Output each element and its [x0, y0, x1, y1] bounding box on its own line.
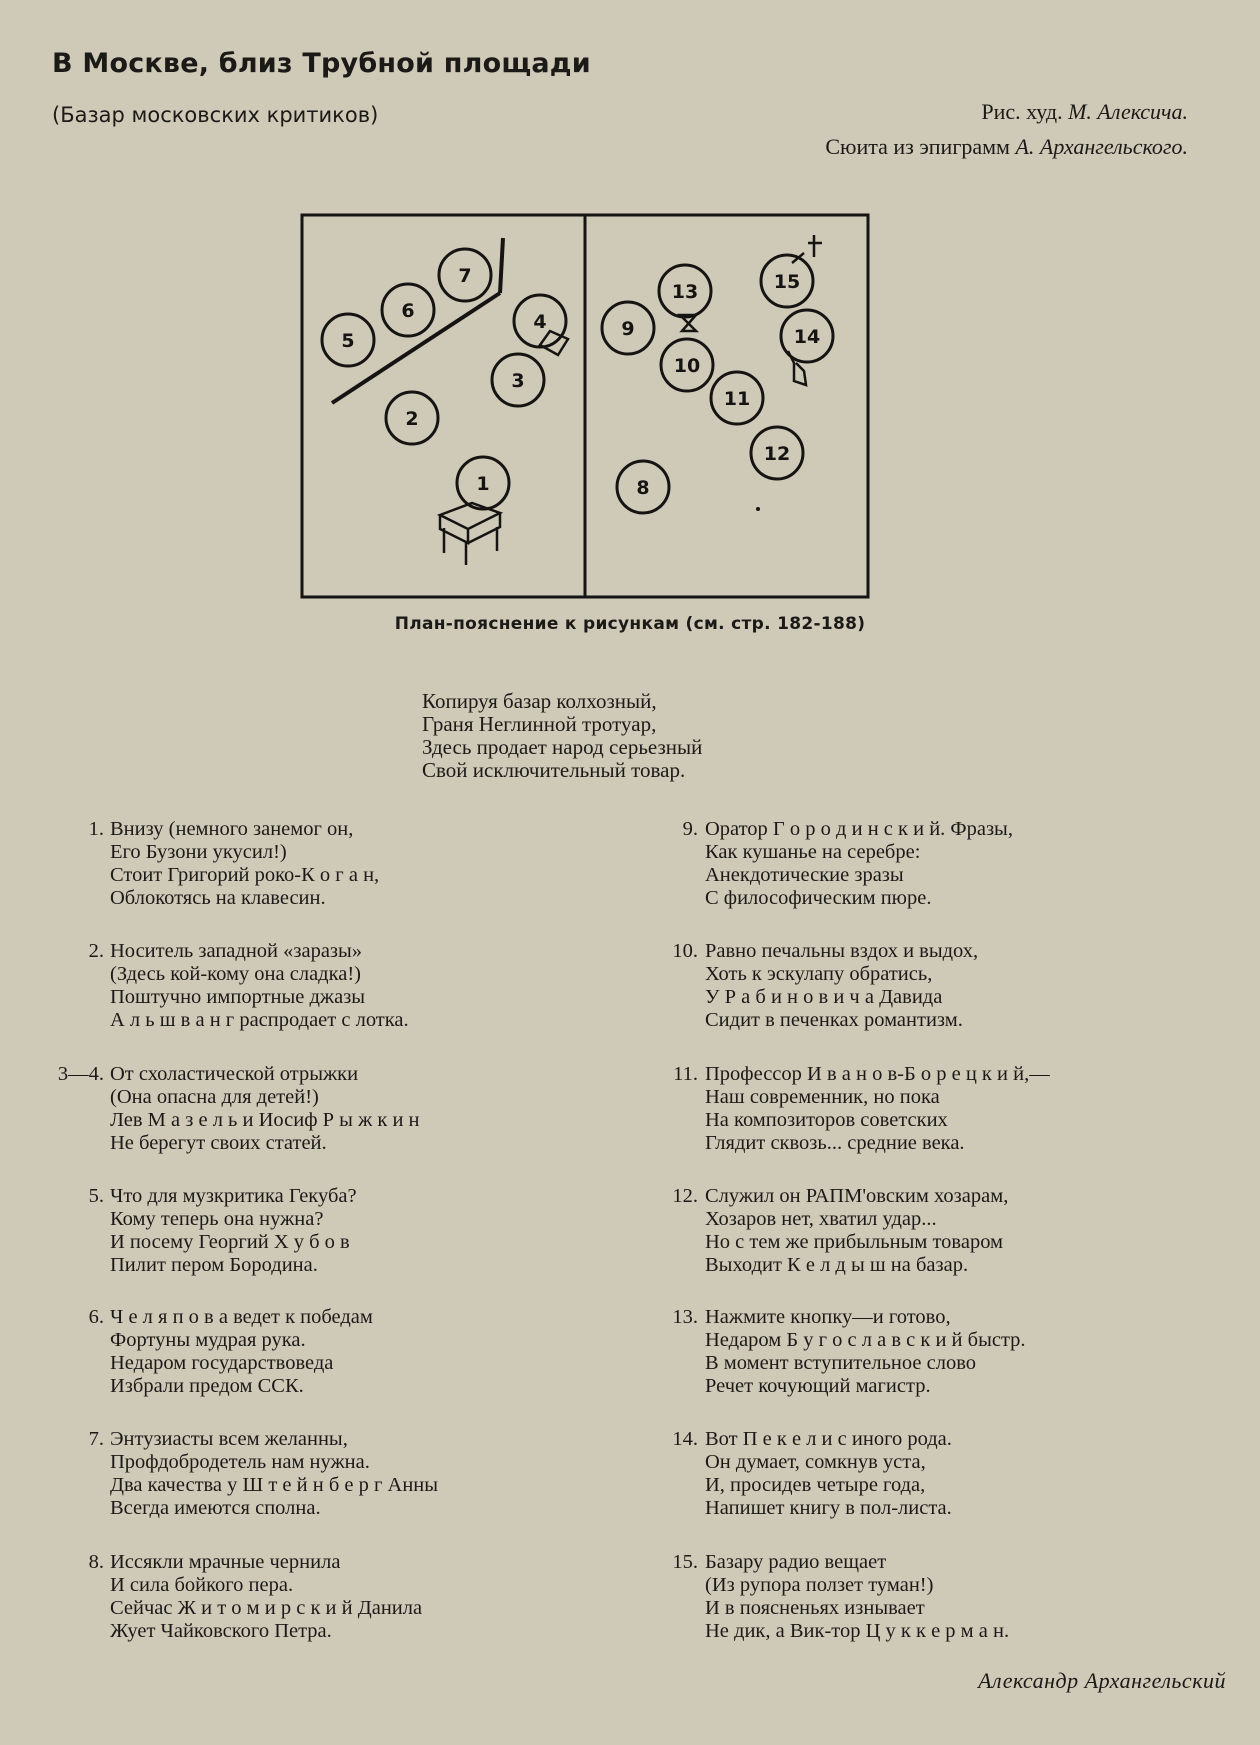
stall-line — [332, 293, 500, 403]
author-signature: Александр Архангельский — [978, 1668, 1226, 1693]
plan-circle-label: 13 — [671, 281, 699, 303]
plan-circle-label: 4 — [533, 311, 547, 333]
left-panel-circles — [322, 249, 566, 509]
epigram-line: Его Бузони укусил!) — [110, 841, 287, 863]
epigram-line: Оратор Г о р о д и н с к и й. Фразы, — [705, 818, 1013, 840]
epigram-line: Как кушанье на серебре: — [705, 841, 921, 863]
epigram-line: (Здесь кой-кому она сладка!) — [110, 963, 361, 985]
epigram-line: Носитель западной «заразы» — [110, 940, 363, 962]
epigram-line: А л ь ш в а н г распродает с лотка. — [110, 1009, 409, 1031]
stall-line-end — [500, 238, 503, 293]
epigram-number: 3—4. — [57, 1063, 104, 1085]
intro-line: Свой исключительный товар. — [422, 758, 686, 782]
epigram-line: У Р а б и н о в и ч а Давида — [705, 986, 943, 1008]
epigram-line: С философическим пюре. — [705, 887, 932, 909]
epigram-number: 13. — [672, 1306, 698, 1328]
epigram-line: Наш современник, но пока — [705, 1086, 940, 1108]
plan-caption: План-пояснение к рисункам (см. стр. 182-188) — [394, 614, 866, 634]
epigram-number: 7. — [88, 1428, 104, 1450]
epigram-line: И в поясненьях изнывает — [705, 1597, 925, 1619]
epigram-line: Ч е л я п о в а ведет к победам — [110, 1306, 373, 1328]
epigram-line: Энтузиасты всем желанны, — [110, 1428, 348, 1450]
epigram-line: Кому теперь она нужна? — [110, 1208, 324, 1230]
epigram-line: На композиторов советских — [705, 1109, 948, 1131]
epigram-number: 14. — [672, 1428, 698, 1450]
epigram-line: Но с тем же прибыльным товаром — [705, 1231, 1004, 1253]
epigram-line: (Она опасна для детей!) — [110, 1086, 319, 1108]
dot-mark — [756, 507, 760, 511]
epigram-line: Речет кочующий магистр. — [705, 1375, 931, 1397]
plan-circle-label: 1 — [476, 473, 490, 495]
epigram-line: Внизу (немного занемог он, — [110, 818, 354, 840]
intro-line: Здесь продает народ серьезный — [422, 735, 703, 759]
epigram-line: Облокотясь на клавесин. — [110, 887, 326, 909]
epigram-line: Выходит К е л д ы ш на базар. — [705, 1254, 969, 1276]
epigram-line: Сейчас Ж и т о м и р с к и й Данила — [110, 1597, 423, 1619]
intro-line: Граня Неглинной тротуар, — [422, 712, 657, 736]
plan-circle-label: 10 — [673, 355, 701, 377]
epigram-number: 15. — [672, 1551, 698, 1573]
illustration-credit — [981, 99, 1188, 125]
plan-circle-label: 7 — [458, 265, 472, 287]
epigram-number: 2. — [88, 940, 104, 962]
right-panel-circles — [602, 255, 833, 513]
epigram-line: Вот П е к е л и с иного рода. — [705, 1428, 952, 1450]
epigram-line: Напишет книгу в пол-листа. — [705, 1497, 952, 1519]
epigram-line: Хозаров нет, хватил удар... — [705, 1208, 937, 1230]
epigram-line: Лев М а з е л ь и Иосиф Р ы ж к и н — [110, 1109, 420, 1131]
epigram-line: Недаром государствоведа — [110, 1352, 334, 1374]
epigram-line: Базару радио вещает — [705, 1551, 887, 1573]
plan-circle-label: 11 — [723, 388, 751, 410]
epigram-number: 5. — [88, 1185, 104, 1207]
epigram-number: 6. — [88, 1306, 104, 1328]
epigram-line: Избрали предом ССК. — [110, 1375, 304, 1397]
intro-stanza — [422, 690, 702, 782]
plan-circle-label: 2 — [405, 408, 419, 430]
epigram-number: 11. — [673, 1063, 698, 1085]
credit-artist: М. Алексича. — [1068, 99, 1188, 124]
epigram-number: 9. — [682, 818, 698, 840]
epigram-number: 1. — [88, 818, 104, 840]
epigram-line: Не дик, а Вик-тор Ц у к к е р м а н. — [705, 1620, 1010, 1642]
plan-circle-label: 12 — [763, 443, 791, 465]
epigram-line: Профдобродетель нам нужна. — [110, 1451, 370, 1473]
subtitle: (Базар московских критиков) — [52, 103, 379, 127]
epigram-line: (Из рупора ползет туман!) — [705, 1574, 934, 1596]
epigram-line: Хоть к эскулапу обратись, — [705, 963, 933, 985]
epigram-line: Иссякли мрачные чернила — [110, 1551, 341, 1573]
plan-circle-label: 5 — [341, 330, 355, 352]
suite-credit — [825, 134, 1188, 160]
epigram-line: Что для музкритика Гекуба? — [110, 1185, 357, 1207]
suite-author: А. Архангельского. — [1015, 134, 1188, 159]
epigram-line: И посему Георгий Х у б о в — [110, 1231, 350, 1253]
epigram-line: Пилит пером Бородина. — [110, 1254, 318, 1276]
epigram-line: Анекдотические зразы — [705, 864, 904, 886]
plan-circle-label: 8 — [636, 477, 650, 499]
epigram-line: Недаром Б у г о с л а в с к и й быстр. — [705, 1329, 1026, 1351]
epigram-line: Служил он РАПМ'овским хозарам, — [705, 1185, 1009, 1207]
plan-circle-label: 14 — [793, 326, 821, 348]
epigram-number: 8. — [88, 1551, 104, 1573]
epigram-line: От схоластической отрыжки — [110, 1063, 359, 1085]
epigram-line: Два качества у Ш т е й н б е р г Анны — [110, 1474, 439, 1496]
lectern-icon — [788, 351, 806, 385]
market-plan-diagram — [300, 213, 870, 599]
loudspeaker-icon — [792, 235, 822, 263]
epigram-line: И, просидев четыре года, — [705, 1474, 926, 1496]
epigram-line: Нажмите кнопку—и готово, — [705, 1306, 951, 1328]
epigram-line: Равно печальны вздох и выдох, — [705, 940, 979, 962]
epigram-line: Сидит в печенках романтизм. — [705, 1009, 963, 1031]
epigram-line: Профессор И в а н о в-Б о р е ц к и й,— — [705, 1063, 1050, 1085]
plan-circle-label: 3 — [511, 370, 525, 392]
epigram-line: Стоит Григорий роко-К о г а н, — [110, 864, 380, 886]
epigram-line: Всегда имеются сполна. — [110, 1497, 321, 1519]
suite-prefix: Сюита из эпиграмм — [825, 134, 1010, 159]
epigram-number: 10. — [672, 940, 698, 962]
epigram-line: Он думает, сомкнув уста, — [705, 1451, 926, 1473]
plan-circle-label: 6 — [401, 300, 415, 322]
plan-circle-label: 15 — [773, 271, 801, 293]
harpsichord-icon — [440, 503, 500, 565]
epigram-line: В момент вступительное слово — [705, 1352, 976, 1374]
plan-circle-label: 9 — [621, 318, 635, 340]
epigram-line: Жует Чайковского Петра. — [110, 1620, 332, 1642]
epigram-number: 12. — [672, 1185, 698, 1207]
credit-prefix: Рис. худ. — [981, 99, 1063, 124]
epigram-line: Фортуны мудрая рука. — [110, 1329, 306, 1351]
page-title: В Москве, близ Трубной площади — [52, 48, 591, 79]
epigram-line: Не берегут своих статей. — [110, 1132, 327, 1154]
epigram-line: Поштучно импортные джазы — [110, 986, 366, 1008]
intro-line: Копируя базар колхозный, — [422, 689, 657, 713]
epigram-line: Глядит сквозь... средние века. — [705, 1132, 965, 1154]
epigram-line: И сила бойкого пера. — [110, 1574, 294, 1596]
